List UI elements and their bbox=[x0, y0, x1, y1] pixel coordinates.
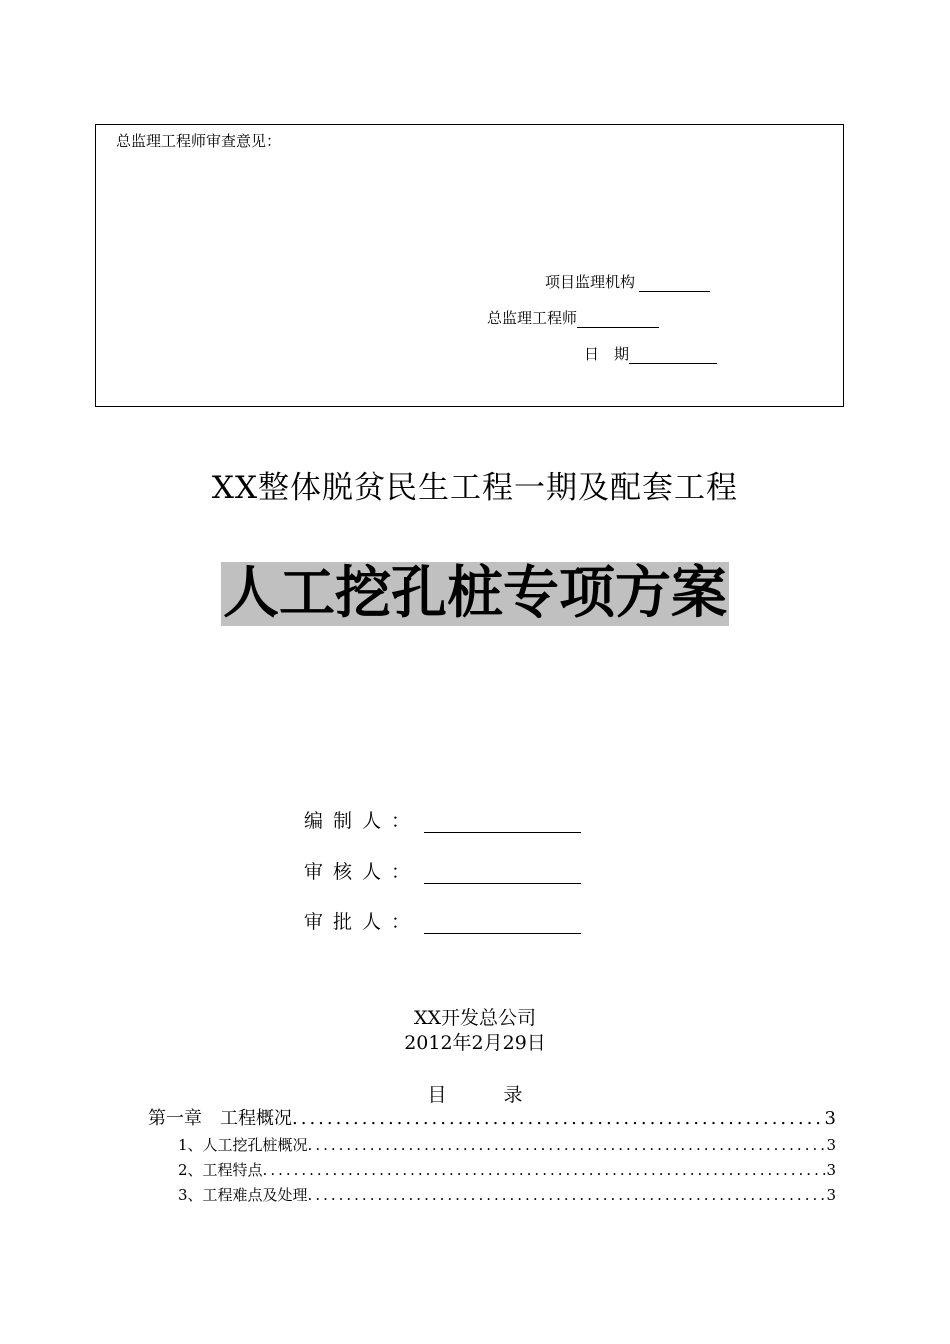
author-label: 编制人： bbox=[304, 810, 421, 832]
toc-leader-dots bbox=[263, 1161, 827, 1179]
review-box bbox=[95, 124, 844, 407]
supervision-org-blank[interactable] bbox=[639, 275, 710, 292]
approver-label: 审批人： bbox=[304, 911, 421, 933]
toc-chapter-page: 3 bbox=[824, 1108, 836, 1129]
toc-item-title: 3、工程难点及处理 bbox=[178, 1186, 308, 1204]
toc-item[interactable] bbox=[178, 1134, 836, 1155]
reviewer-label: 审核人： bbox=[304, 861, 421, 883]
toc-heading: 目 录 bbox=[427, 1084, 523, 1106]
company-block bbox=[0, 1006, 950, 1056]
project-title: XX整体脱贫民生工程一期及配套工程 bbox=[211, 470, 739, 506]
review-date-blank[interactable] bbox=[629, 347, 717, 364]
toc-item-page: 3 bbox=[826, 1186, 836, 1204]
review-date-row bbox=[584, 343, 717, 364]
toc-chapter-title: 第一章 工程概况 bbox=[148, 1108, 292, 1129]
toc-leader-dots bbox=[308, 1136, 827, 1154]
toc-leader-dots bbox=[308, 1186, 827, 1204]
supervision-org-row bbox=[545, 271, 710, 292]
review-opinion-label: 总监理工程师审查意见： bbox=[116, 132, 282, 150]
toc-item-title: 2、工程特点 bbox=[178, 1161, 263, 1179]
chief-engineer-row bbox=[487, 307, 659, 328]
reviewer-blank[interactable] bbox=[424, 863, 581, 884]
chief-engineer-blank[interactable] bbox=[577, 311, 659, 328]
chief-engineer-label: 总监理工程师 bbox=[487, 309, 578, 327]
toc-item[interactable] bbox=[178, 1159, 836, 1180]
toc-item-page: 3 bbox=[826, 1161, 836, 1179]
approver-blank[interactable] bbox=[424, 913, 581, 934]
supervision-org-label: 项目监理机构 bbox=[545, 273, 636, 291]
company-name: XX开发总公司 bbox=[413, 1007, 537, 1029]
toc-item-title: 1、人工挖孔桩概况 bbox=[178, 1136, 308, 1154]
toc-item[interactable] bbox=[178, 1184, 836, 1205]
main-title: 人工挖孔桩专项方案 bbox=[223, 561, 727, 626]
author-blank[interactable] bbox=[424, 812, 581, 833]
toc-item-page: 3 bbox=[826, 1136, 836, 1154]
reviewer-row bbox=[304, 857, 581, 884]
toc-leader-dots bbox=[292, 1108, 825, 1129]
review-date-label: 日 期 bbox=[584, 345, 630, 363]
company-date: 2012年2月29日 bbox=[404, 1032, 546, 1054]
main-title-wrap bbox=[0, 562, 950, 626]
approver-row bbox=[304, 907, 581, 934]
toc-chapter[interactable] bbox=[148, 1104, 836, 1130]
author-row bbox=[304, 806, 581, 833]
